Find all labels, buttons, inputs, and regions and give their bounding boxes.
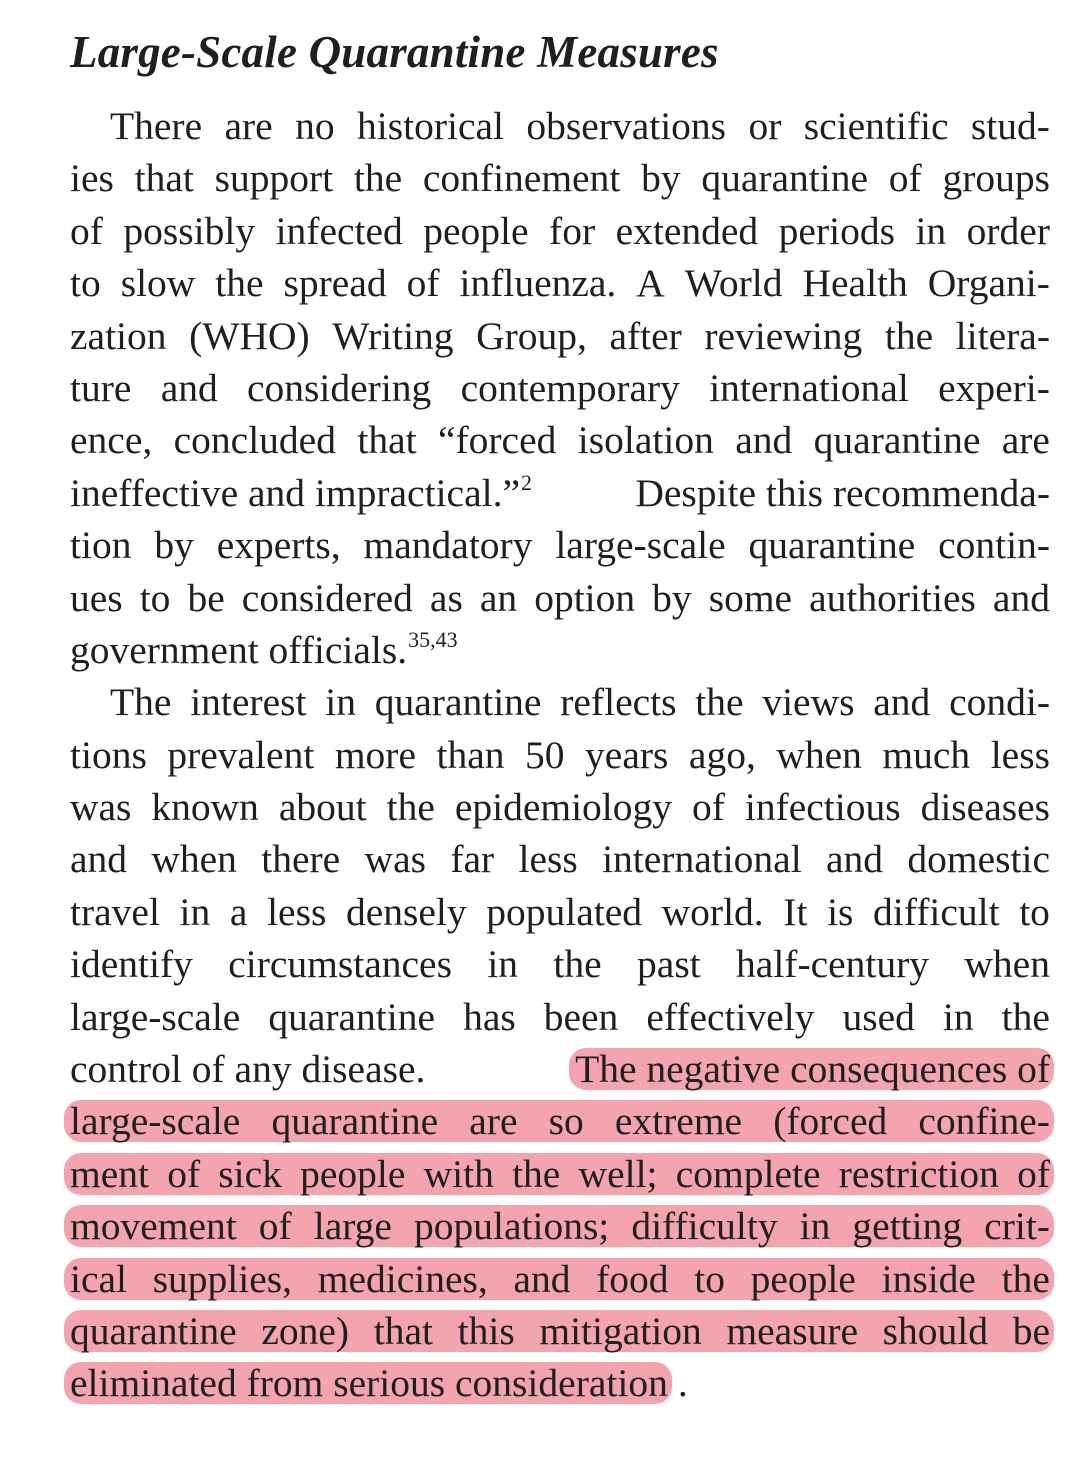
word: reviewing <box>704 313 863 358</box>
word: “forced <box>437 418 557 463</box>
word: the <box>1001 1256 1050 1301</box>
section-title: Large-Scale Quarantine Measures <box>70 27 719 77</box>
text-line <box>70 257 1050 309</box>
word: ment <box>70 1151 149 1196</box>
word: effectively <box>646 994 815 1039</box>
text-line <box>70 152 1050 204</box>
word: option <box>534 575 636 620</box>
word: of <box>70 208 103 253</box>
word: a <box>229 889 248 934</box>
word: of <box>1017 1151 1050 1196</box>
word: experts, <box>216 523 341 568</box>
text-line <box>70 519 1050 571</box>
word: diseases <box>920 785 1050 830</box>
word: Writing <box>332 313 454 358</box>
word: movement <box>70 1204 237 1249</box>
word: of <box>167 1151 201 1196</box>
text-line <box>70 414 1050 466</box>
word: zone) <box>261 1308 350 1353</box>
word: food <box>596 1256 669 1301</box>
word: possibly <box>123 208 256 253</box>
text-line <box>70 1148 1050 1200</box>
word: views <box>762 680 855 725</box>
word: when <box>151 837 237 882</box>
word: of <box>691 785 725 830</box>
word: the <box>512 1151 561 1196</box>
word: should <box>882 1308 989 1353</box>
word: historical <box>357 104 504 148</box>
text-line <box>70 729 1050 781</box>
paragraph-1 <box>70 100 1050 676</box>
word: mitigation <box>539 1308 702 1353</box>
word: quarantine <box>268 994 436 1039</box>
word: getting <box>852 1204 963 1249</box>
word: sick <box>218 1151 282 1196</box>
text-line <box>70 991 1050 1043</box>
text-line <box>70 938 1050 990</box>
text-line <box>70 781 1050 833</box>
word: ture <box>70 365 132 410</box>
word: difficult <box>873 889 1000 934</box>
word: quarantine <box>271 1099 439 1144</box>
word: that <box>357 418 417 463</box>
word: travel <box>70 889 160 934</box>
word: more <box>334 732 416 777</box>
word: ical <box>70 1256 128 1301</box>
word: interest <box>190 680 307 725</box>
word: the <box>1001 994 1050 1039</box>
word: that <box>134 156 194 201</box>
word: the <box>353 156 403 201</box>
word: an <box>479 575 518 620</box>
word: half-century <box>736 942 930 987</box>
word: international <box>602 837 802 882</box>
word: tion <box>70 523 132 568</box>
word: about <box>278 785 367 830</box>
word: when <box>964 942 1050 987</box>
word: populations; <box>413 1204 610 1249</box>
word: Organi- <box>927 261 1050 306</box>
word: experi- <box>938 365 1050 410</box>
word: years <box>585 732 669 777</box>
word: large-scale <box>70 994 241 1039</box>
text-line <box>70 1357 1050 1409</box>
text-line <box>70 100 1050 152</box>
word: mandatory <box>363 523 533 568</box>
word: contin- <box>938 523 1050 568</box>
word: people <box>423 208 529 253</box>
word: in <box>942 994 974 1039</box>
word: people <box>300 1151 406 1196</box>
word: tions <box>70 732 147 777</box>
word: are <box>224 104 273 148</box>
text-line <box>70 1253 1050 1305</box>
word: to <box>70 261 101 306</box>
word: be <box>187 575 225 620</box>
word: are <box>1001 418 1050 463</box>
word: (forced <box>773 1099 888 1144</box>
word: of <box>406 261 440 306</box>
text-line <box>70 205 1050 257</box>
word: large-scale <box>555 523 726 568</box>
word: confine- <box>918 1099 1050 1144</box>
word: stud- <box>970 104 1050 148</box>
word: populated <box>486 889 643 934</box>
word: observations <box>526 104 727 148</box>
word: for <box>549 208 596 253</box>
text-fragment: government officials. <box>70 627 408 672</box>
word: and <box>70 837 128 882</box>
word: World <box>684 261 783 306</box>
text-line <box>70 1043 1050 1095</box>
word: order <box>966 208 1050 253</box>
word: than <box>436 732 505 777</box>
word: ago, <box>688 732 756 777</box>
word: as <box>429 575 463 620</box>
word: that <box>373 1308 433 1353</box>
word: zation <box>70 313 167 358</box>
citation-superscript: 2 <box>521 469 532 495</box>
word: reflects <box>560 680 677 725</box>
word: was <box>70 785 132 830</box>
word: concluded <box>173 418 336 463</box>
word: domestic <box>907 837 1050 882</box>
word: (WHO) <box>189 313 310 358</box>
word: past <box>637 942 701 987</box>
word: Health <box>802 261 908 306</box>
word: in <box>915 208 947 253</box>
word: used <box>842 994 915 1039</box>
word: and <box>873 680 931 725</box>
word: and <box>513 1256 571 1301</box>
word: quarantine <box>701 156 869 201</box>
word: quarantine <box>748 523 916 568</box>
text-line <box>70 833 1050 885</box>
word: ence, <box>70 418 153 463</box>
word: when <box>776 732 862 777</box>
word: isolation <box>577 418 714 463</box>
word: is <box>827 889 854 934</box>
word: some <box>708 575 793 620</box>
word: of <box>258 1204 292 1249</box>
word: there <box>261 837 341 882</box>
word: condi- <box>949 680 1050 725</box>
word: much <box>882 732 971 777</box>
text-line <box>70 1095 1050 1147</box>
word: by <box>641 156 681 201</box>
word: are <box>469 1099 518 1144</box>
word: densely <box>345 889 467 934</box>
word: inside <box>881 1256 976 1301</box>
text-segment: . <box>677 1361 688 1406</box>
citation-superscript: 35,43 <box>408 626 458 652</box>
word: so <box>548 1099 584 1144</box>
word: large <box>313 1204 392 1249</box>
word: 50 <box>525 732 565 777</box>
word: identify <box>70 942 193 987</box>
word: well; <box>578 1151 658 1196</box>
word: quarantine <box>70 1308 237 1353</box>
word: ues <box>70 575 123 620</box>
word: the <box>695 680 744 725</box>
word: A <box>636 261 665 306</box>
word: considered <box>241 575 413 620</box>
text-line <box>70 467 1050 519</box>
text-line <box>70 1305 1050 1357</box>
text-segment <box>70 467 532 519</box>
word: has <box>463 994 516 1039</box>
word: far <box>450 837 495 882</box>
word: and <box>992 575 1050 620</box>
word: to <box>694 1256 725 1301</box>
word: quarantine <box>813 418 981 463</box>
word: Group, <box>476 313 587 358</box>
word: no <box>295 104 335 148</box>
word: the <box>553 942 602 987</box>
word: infected <box>275 208 403 253</box>
word: after <box>609 313 682 358</box>
word: be <box>1012 1308 1050 1353</box>
word: of <box>888 156 922 201</box>
word: quarantine <box>374 680 542 725</box>
word: world. <box>661 889 764 934</box>
word: It <box>783 889 808 934</box>
word: by <box>154 523 194 568</box>
word: by <box>652 575 692 620</box>
text-line <box>70 624 1050 676</box>
word: medicines, <box>317 1256 488 1301</box>
word: supplies, <box>152 1256 293 1301</box>
word: considering <box>247 365 432 410</box>
text-segment: Despite this recommenda- <box>635 470 1050 515</box>
word: crit- <box>984 1204 1050 1249</box>
text-segment <box>70 624 458 676</box>
word: prevalent <box>167 732 315 777</box>
word: scientific <box>803 104 949 148</box>
word: in <box>487 942 519 987</box>
word: periods <box>778 208 895 253</box>
word: restriction <box>838 1151 999 1196</box>
word: authorities <box>809 575 976 620</box>
text-line <box>70 676 1050 728</box>
word: to <box>139 575 171 620</box>
word: complete <box>675 1151 821 1196</box>
word: influenza. <box>459 261 617 306</box>
word: and <box>826 837 884 882</box>
text-line <box>70 310 1050 362</box>
word: The <box>110 680 172 725</box>
word: to <box>1019 889 1050 934</box>
word: and <box>160 365 218 410</box>
word: known <box>151 785 259 830</box>
paragraph-2 <box>70 676 1050 1409</box>
word: the <box>884 313 934 358</box>
text-fragment: ineffective and impractical.” <box>70 470 520 515</box>
word: international <box>709 365 909 410</box>
word: the <box>215 261 264 306</box>
word: less <box>990 732 1050 777</box>
text-line <box>70 886 1050 938</box>
word: ies <box>70 156 114 201</box>
word: less <box>267 889 327 934</box>
word: with <box>423 1151 494 1196</box>
word: the <box>386 785 435 830</box>
word: or <box>748 104 782 148</box>
word: litera- <box>955 313 1050 358</box>
highlighted-text: eliminated from serious consideration <box>70 1361 668 1406</box>
word: large-scale <box>70 1099 241 1144</box>
word: confinement <box>422 156 621 201</box>
word: been <box>543 994 619 1039</box>
word: in <box>179 889 211 934</box>
word: in <box>799 1204 831 1249</box>
word: slow <box>120 261 196 306</box>
word: extreme <box>614 1099 743 1144</box>
document-page <box>70 24 1050 1410</box>
word: extended <box>615 208 759 253</box>
word: was <box>364 837 426 882</box>
text-line <box>70 1200 1050 1252</box>
text-line <box>70 572 1050 624</box>
word: and <box>735 418 793 463</box>
highlighted-text: The negative consequences of <box>575 1047 1050 1092</box>
word: groups <box>942 156 1050 201</box>
word: contemporary <box>460 365 680 410</box>
word: There <box>110 104 203 148</box>
word: infectious <box>744 785 901 830</box>
body-text <box>70 100 1050 1410</box>
word: support <box>214 156 334 201</box>
word: measure <box>726 1308 859 1353</box>
word: difficulty <box>631 1204 778 1249</box>
word: people <box>750 1256 856 1301</box>
word: circumstances <box>228 942 452 987</box>
word: this <box>457 1308 515 1353</box>
word: less <box>518 837 578 882</box>
word: spread <box>283 261 387 306</box>
word: epidemiology <box>454 785 673 830</box>
text-line <box>70 362 1050 414</box>
word: in <box>325 680 356 725</box>
text-segment: control of any disease. <box>70 1047 426 1092</box>
